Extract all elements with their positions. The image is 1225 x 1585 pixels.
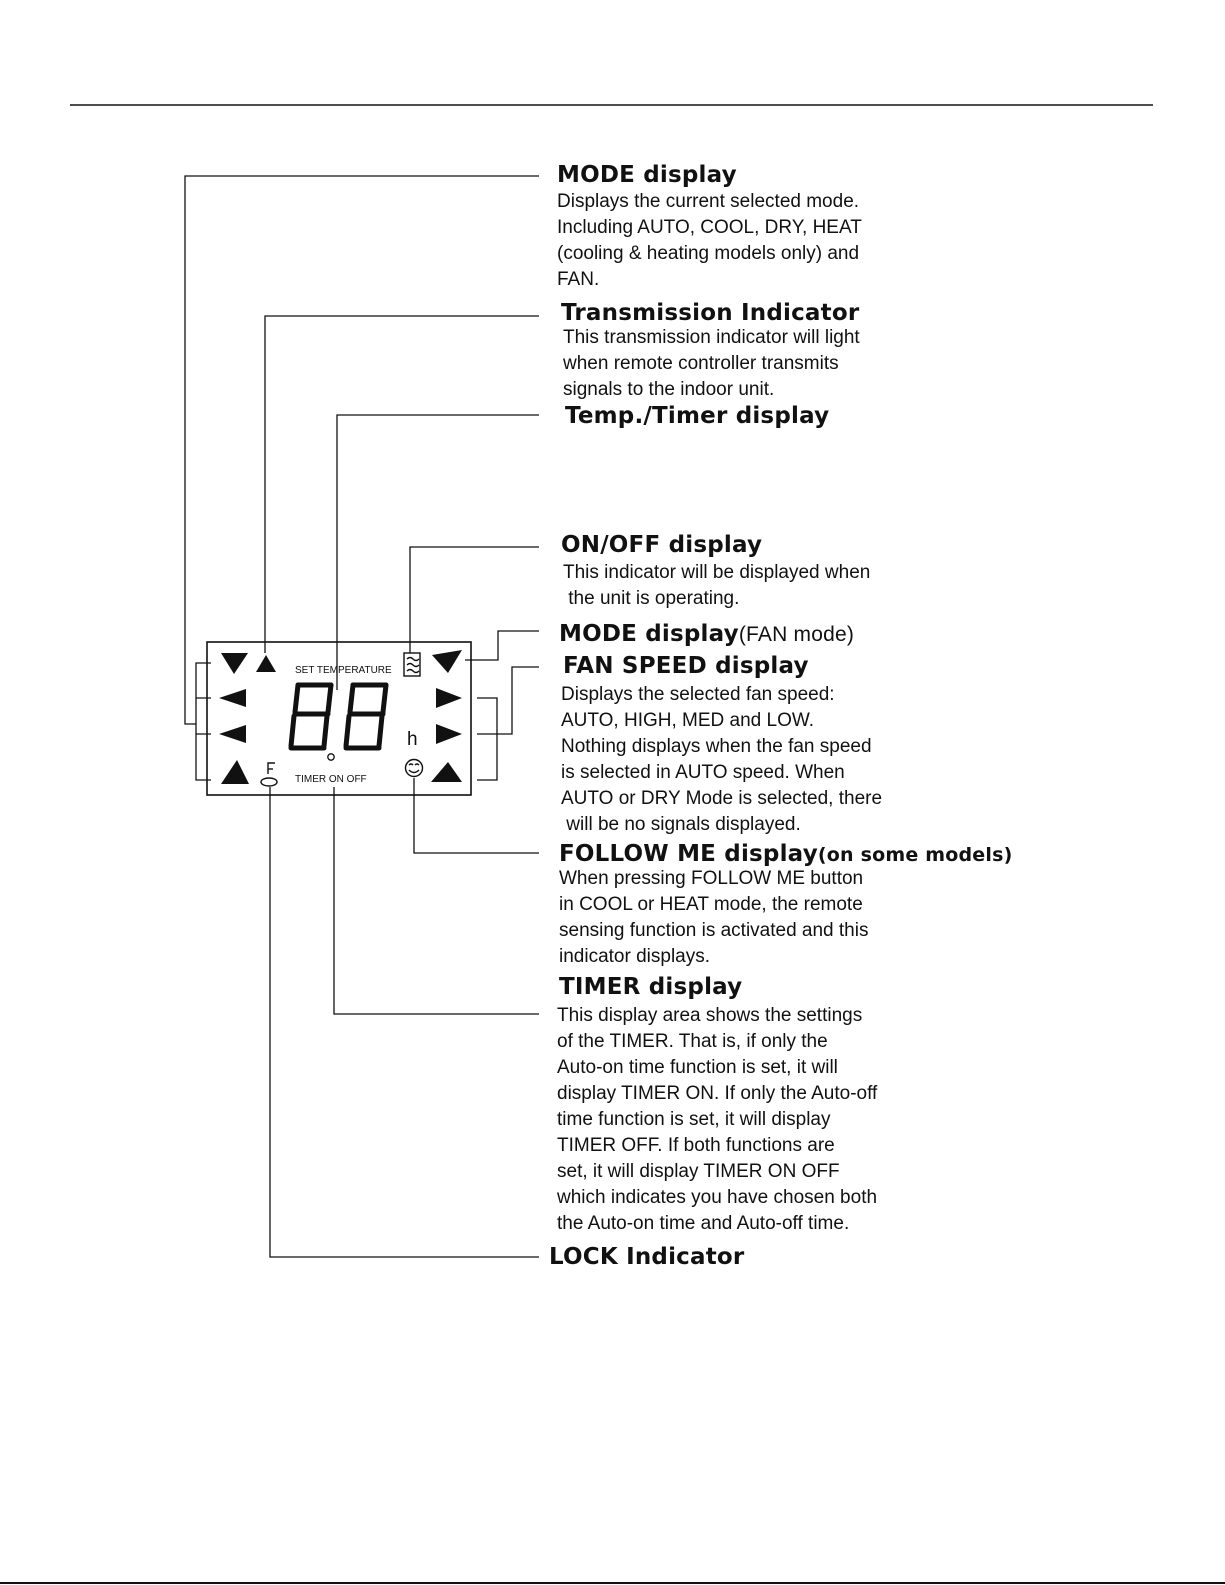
leader-lock — [270, 787, 539, 1257]
callout-body — [557, 1003, 877, 1237]
callout-title-text: MODE display — [559, 621, 739, 647]
callout-line: signals to the indoor unit. — [563, 379, 775, 400]
lock-icon — [261, 763, 277, 786]
callout-body — [563, 325, 860, 403]
fan-speed-arrow-icon — [431, 688, 462, 782]
callout-title — [559, 621, 854, 648]
callout-line: sensing function is activated and this — [559, 920, 869, 941]
follow-me-smiley-icon — [406, 760, 423, 777]
timer-on-off-label: TIMER ON OFF — [295, 774, 367, 785]
callout-line: indicator displays. — [559, 946, 711, 967]
transmission-triangle-icon — [256, 655, 276, 672]
callout-line: display TIMER ON. If only the Auto-off — [557, 1083, 878, 1104]
callout-line: This display area shows the settings — [557, 1005, 863, 1026]
leader-on-off — [410, 547, 539, 653]
callout-body — [563, 560, 870, 612]
callout-line: will be no signals displayed. — [561, 814, 801, 835]
callout-title: ON/OFF display — [561, 532, 763, 558]
callout-title-suffix: (FAN mode) — [738, 623, 855, 646]
callout-title: MODE display — [557, 162, 737, 188]
callout-line: Displays the current selected mode. — [557, 191, 860, 212]
leader-fan-speed — [497, 667, 539, 734]
hour-unit: h — [407, 729, 418, 750]
callout-line: AUTO or DRY Mode is selected, there — [561, 788, 883, 809]
callout-title — [559, 841, 1012, 868]
leader-follow-me — [414, 778, 539, 853]
callout-line: which indicates you have chosen both — [557, 1187, 878, 1208]
callout-line: set, it will display TIMER ON OFF — [557, 1161, 840, 1182]
callout-title: TIMER display — [559, 974, 743, 1000]
mode-arrow-icon — [219, 653, 249, 784]
callout-line: the Auto-on time and Auto-off time. — [557, 1213, 850, 1234]
callout-title: Temp./Timer display — [565, 403, 830, 429]
fan-speed-bracket — [477, 698, 497, 780]
callout-line: (cooling & heating models only) and — [557, 243, 860, 264]
callout-title-suffix: (on some models) — [817, 844, 1013, 866]
callout-body — [561, 682, 882, 838]
callout-title: LOCK Indicator — [549, 1244, 745, 1270]
callout-line: This indicator will be displayed when — [563, 562, 871, 583]
callout-line: Nothing displays when the fan speed — [561, 736, 872, 757]
callout-line: in COOL or HEAT mode, the remote — [559, 894, 863, 915]
callout-title: FAN SPEED display — [563, 653, 809, 679]
callout-line: FAN. — [557, 269, 600, 290]
callout-body — [557, 189, 862, 293]
set-temperature-label: SET TEMPERATURE — [295, 665, 392, 676]
callout-line: Displays the selected fan speed: — [561, 684, 835, 705]
callout-line: TIMER OFF. If both functions are — [557, 1135, 835, 1156]
callout-line: the unit is operating. — [563, 588, 740, 609]
callout-line: time function is set, it will display — [557, 1109, 831, 1130]
leader-timer — [334, 787, 539, 1014]
callout-line: is selected in AUTO speed. When — [561, 762, 845, 783]
leader-transmission — [265, 316, 539, 653]
callout-line: AUTO, HIGH, MED and LOW. — [561, 710, 815, 731]
callout-line: Auto-on time function is set, it will — [557, 1057, 838, 1078]
on-off-icon — [404, 653, 420, 676]
callout-line: When pressing FOLLOW ME button — [559, 868, 864, 889]
callout-title-text: FOLLOW ME display — [559, 841, 818, 867]
fan-mode-arrow-icon — [432, 650, 462, 673]
callout-line: of the TIMER. That is, if only the — [557, 1031, 828, 1052]
leader-temp-timer — [337, 415, 539, 690]
temp-timer-digits — [291, 685, 386, 748]
callout-title: Transmission Indicator — [561, 300, 860, 326]
leader-fan-mode — [465, 631, 539, 660]
mode-bracket — [196, 663, 211, 780]
callout-body — [559, 866, 868, 970]
callout-line: when remote controller transmits — [563, 353, 839, 374]
callout-line: This transmission indicator will light — [563, 327, 860, 348]
callout-line: Including AUTO, COOL, DRY, HEAT — [557, 217, 862, 238]
degree-mark — [328, 754, 334, 760]
